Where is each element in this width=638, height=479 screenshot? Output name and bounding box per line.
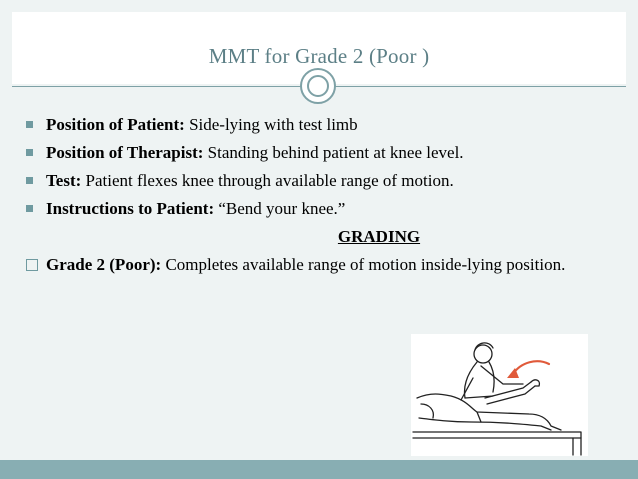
bullet-label: Position of Therapist:: [46, 143, 204, 162]
bullet-position-patient: [24, 114, 614, 136]
ring-ornament-inner: [307, 75, 329, 97]
slide-content: [24, 114, 614, 276]
bullet-text: “Bend your knee.”: [214, 199, 346, 218]
grading-heading: GRADING: [337, 227, 421, 246]
square-bullet-icon: [26, 121, 33, 128]
checkbox-bullet-icon: [26, 259, 38, 271]
grade-label: Grade 2 (Poor):: [46, 255, 162, 274]
bullet-position-therapist: [24, 142, 614, 164]
grade-item: [24, 254, 614, 276]
bullet-label: Test:: [46, 171, 82, 190]
bottom-band: [0, 460, 638, 479]
bullet-label: Instructions to Patient:: [46, 199, 215, 218]
bullet-text: Standing behind patient at knee level.: [203, 143, 464, 162]
square-bullet-icon: [26, 177, 33, 184]
square-bullet-icon: [26, 205, 33, 212]
ring-ornament-icon: [300, 68, 336, 104]
slide-title: MMT for Grade 2 (Poor ): [208, 44, 430, 68]
illustration-svg: [411, 334, 588, 456]
square-bullet-icon: [26, 149, 33, 156]
bullet-label: Position of Patient:: [46, 115, 185, 134]
knee-flexion-illustration: [411, 334, 588, 456]
bullet-text: Side-lying with test limb: [184, 115, 358, 134]
bullet-text: Patient flexes knee through available range of motion.: [81, 171, 454, 190]
grade-text: Completes available range of motion inside-lying position.: [161, 255, 566, 274]
bullet-test: [24, 170, 614, 192]
bullet-instructions: [24, 198, 614, 220]
